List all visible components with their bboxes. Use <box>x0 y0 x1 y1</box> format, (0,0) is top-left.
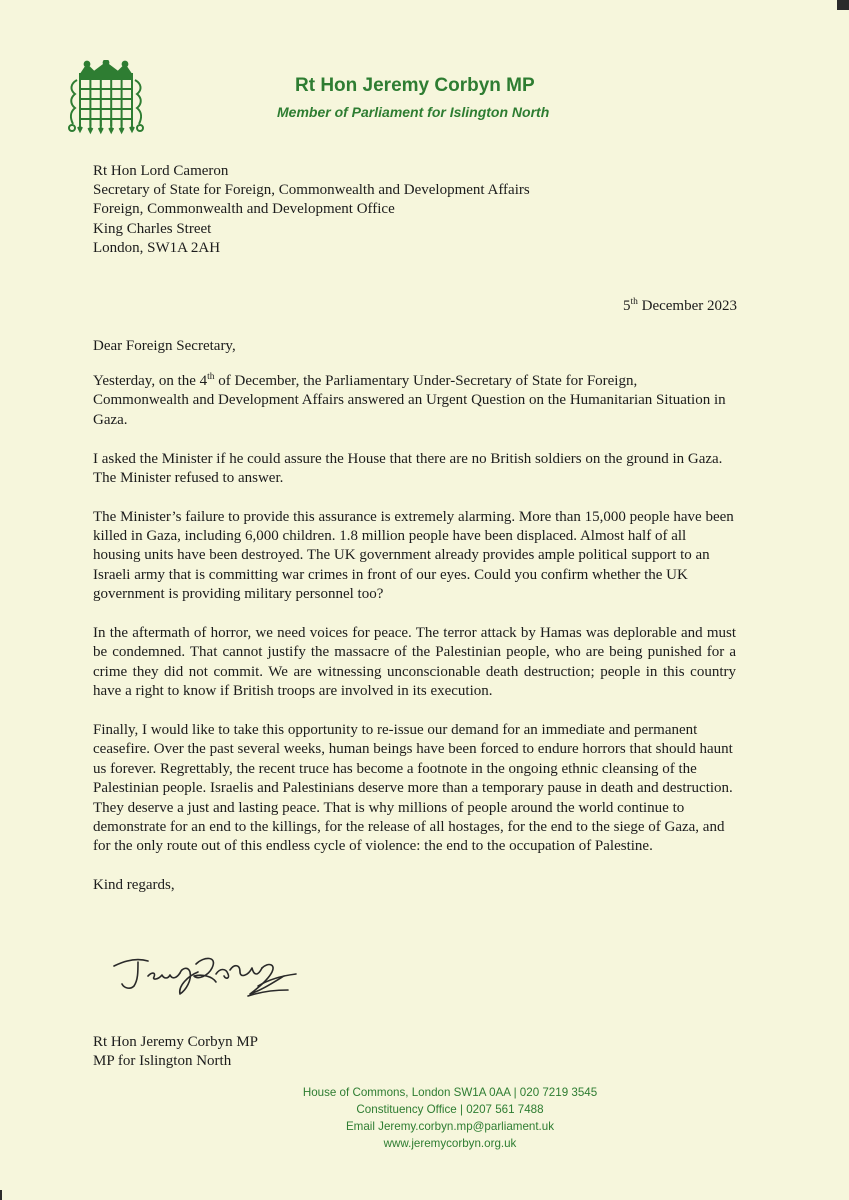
scan-edge-mark <box>0 1190 2 1200</box>
body-paragraph-2: I asked the Minister if he could assure the House that there are no British soldiers on the ground in Gaza. The Minister refused to answer. <box>93 450 723 486</box>
recipient-line: King Charles Street <box>93 220 212 237</box>
handwritten-signature <box>108 946 308 1006</box>
date-rest: December 2023 <box>637 298 737 314</box>
date-suffix: th <box>630 297 638 307</box>
body-paragraph-4: In the aftermath of horror, we need voices for peace. The terror attack by Hamas was deplorable and must be condemned. That cannot justify the massacre of the Palestinian people, who are being punished for a crime they did not commit. We are witnessing unconscionable death destruction; people in this country have a right to know if British troops are involved in its execution. <box>93 624 736 700</box>
recipient-address <box>93 162 530 258</box>
signoff-title: MP for Islington North <box>93 1053 232 1069</box>
signoff-name: Rt Hon Jeremy Corbyn MP <box>93 1034 258 1050</box>
mp-role-header: Member of Parliament for Islington North <box>277 104 550 120</box>
body-paragraph-1 <box>93 372 736 430</box>
body-paragraph-3: The Minister’s failure to provide this assurance is extremely alarming. More than 15,000 people have been killed in Gaza, including 6,000 children. 1.8 million people have been displaced. Almost half of all housing units have been destroyed. The UK government already provides ample political support to an Israeli army that is committing war crimes in front of our eyes. Could you confirm whether the UK government is providing military personnel too? <box>93 508 734 603</box>
footer-constituency: Constituency Office | 0207 561 7488 <box>356 1103 544 1116</box>
recipient-line: Rt Hon Lord Cameron <box>93 163 229 179</box>
letter-body <box>93 372 736 915</box>
p1-before: Yesterday, on the 4 <box>93 373 208 389</box>
signoff-block <box>93 1033 258 1071</box>
date-day: 5 <box>622 298 631 314</box>
p1-sup: th <box>207 372 215 382</box>
footer-email: Email Jeremy.corbyn.mp@parliament.uk <box>345 1120 555 1133</box>
mp-name-header: Rt Hon Jeremy Corbyn MP <box>295 75 535 96</box>
salutation: Dear Foreign Secretary, <box>93 338 236 354</box>
body-paragraph-5: Finally, I would like to take this opportunity to re-issue our demand for an immediate and permanent ceasefire. Over the past several weeks, human beings have been forced to endure horrors that should haunt us forever. Regrettably, the recent truce has become a footnote in the ongoing ethnic cleansing of the Palestinian people. Israelis and Palestinians deserve more than a temporary pause in death and destruction. They deserve a just and lasting peace. That is why millions of people around the world continue to demonstrate for an end to the killings, for the release of all hostages, for the end to the siege of Gaza, and for the only route out of this endless cycle of violence: the end to the occupation of Palestine. <box>93 721 733 855</box>
recipient-line: Foreign, Commonwealth and Development Office <box>93 201 395 218</box>
closing: Kind regards, <box>93 877 175 894</box>
portcullis-icon <box>67 60 145 138</box>
footer-website: www.jeremycorbyn.org.uk <box>383 1137 517 1150</box>
letter-footer <box>230 1084 670 1152</box>
scan-corner-mark <box>837 0 849 10</box>
recipient-line: Secretary of State for Foreign, Commonwealth and Development Affairs <box>93 182 530 199</box>
footer-address: House of Commons, London SW1A 0AA | 020 7219 3545 <box>302 1086 598 1099</box>
recipient-line: London, SW1A 2AH <box>93 239 221 256</box>
letter-date <box>623 297 737 315</box>
p1-after: of December, the Parliamentary Under-Secretary of State for Foreign, Commonwealth and Development Affairs answered an Urgent Question on the Humanitarian Situation in Gaza. <box>93 373 726 428</box>
